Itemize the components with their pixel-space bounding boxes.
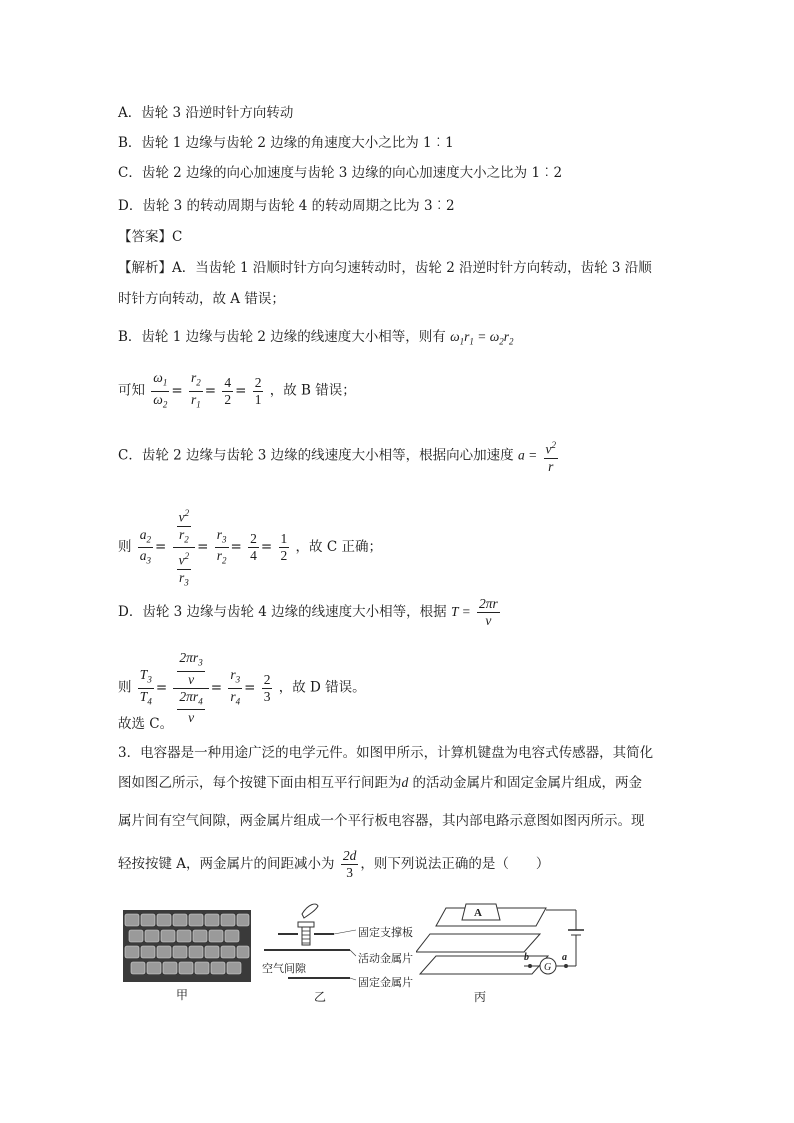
answer-label: 【答案】: [118, 229, 172, 245]
label-support: 固定支撑板: [358, 926, 413, 939]
analysis-a-line1: [118, 258, 652, 278]
analysis-b-line2: [118, 370, 356, 412]
analysis-d-text: D．齿轮 3 边缘与齿轮 4 边缘的线速度大小相等，根据: [118, 604, 447, 620]
formula-c2: $\frac{a_2}{a_3}$ = $\frac{\frac{v^2}{r_2}}{\frac{v^2}{r_3}}$ = $\frac{r_3}{r_2}$ = $\frac{2}{4}$ = $\frac{1}{2}$: [136, 539, 296, 555]
label-fixed: 固定金属片: [358, 976, 413, 989]
finger-icon: [302, 904, 318, 918]
caption-bing: 丙: [474, 990, 487, 1004]
question3-line3: 属片间有空气间隙，两金属片组成一个平行板电容器，其内部电路示意图如图丙所示。现: [118, 813, 645, 829]
analysis-d-prefix: 则: [118, 679, 132, 696]
analysis-a-text: A．当齿轮 1 沿顺时针方向匀速转动时，齿轮 2 沿逆时针方向转动，齿轮 3 沿顺: [172, 260, 652, 276]
question3-line4a: 轻按按键 A，两金属片的间距减小为: [118, 856, 335, 872]
question3-line1: 3．电容器是一种用途广泛的电学元件。如图甲所示，计算机键盘为电容式传感器，其简化: [118, 745, 654, 761]
caption-yi: 乙: [314, 990, 327, 1004]
figures-row: [118, 900, 588, 1010]
caption-jia: 甲: [176, 988, 189, 1002]
analysis-c-line2: [118, 505, 382, 590]
analysis-b-text: B．齿轮 1 边缘与齿轮 2 边缘的线速度大小相等，则有: [118, 329, 446, 345]
analysis-a-line2: 时针方向转动，故 A 错误；: [118, 291, 285, 307]
galvanometer-label: G: [544, 962, 552, 973]
formula-d1-frac: $\frac{2\pi r}{v}$: [479, 596, 498, 628]
label-active: 活动金属片: [358, 952, 413, 965]
analysis-c-text: C．齿轮 2 边缘与齿轮 3 边缘的线速度大小相等，根据向心加速度: [118, 447, 514, 464]
analysis-b-prefix: 可知: [118, 382, 145, 399]
question3-line2b: 的活动金属片和固定金属片组成，两金: [408, 775, 643, 791]
option-a: A．齿轮 3 沿逆时针方向转动: [118, 105, 294, 121]
option-b: B．齿轮 1 边缘与齿轮 2 边缘的角速度大小之比为 1︰1: [118, 135, 454, 151]
label-b: b: [524, 952, 529, 963]
option-c: C．齿轮 2 边缘的向心加速度与齿轮 3 边缘的向心加速度大小之比为 1︰2: [118, 165, 563, 181]
question3-line4b: ，则下列说法正确的是（ ）: [360, 856, 550, 872]
analysis-c-line1: [118, 437, 560, 475]
question3-line2a: 图如图乙所示，每个按键下面由相互平行间距为: [118, 775, 402, 791]
answer-line: [118, 227, 182, 247]
analysis-conclusion: 故选 C。: [118, 716, 174, 732]
formula-2d3: $\frac{2d}{3}$: [342, 848, 357, 880]
question3-line2: [118, 773, 642, 793]
analysis-b-suffix: ，故 B 错误；: [269, 382, 356, 399]
analysis-b-line1: [118, 327, 514, 352]
formula-b2: $\frac{\omega_1}{\omega_2}$ = $\frac{r_2}{r_1}$ = $\frac{4}{2}$ = $\frac{2}{1}$: [153, 370, 262, 410]
formula-c1: a =: [517, 447, 538, 463]
keyboard-photo: [123, 910, 251, 982]
analysis-c-prefix: 则: [118, 539, 132, 556]
analysis-c-suffix: ，故 C 正确；: [295, 539, 382, 556]
answer-value: C: [172, 229, 183, 245]
label-gap: 空气间隙: [262, 962, 306, 975]
analysis-d-suffix: ，故 D 错误。: [278, 679, 366, 696]
question3-line4: [118, 848, 549, 881]
option-d: D．齿轮 3 的转动周期与齿轮 4 的转动周期之比为 3︰2: [118, 198, 455, 214]
circuit-diagram: [416, 900, 588, 990]
formula-c1-frac: $\frac{v^2}{r}$: [544, 437, 559, 475]
label-key: A: [474, 907, 482, 919]
formula-b1: $\omega_1r_1 = \omega_2r_2$: [450, 329, 514, 347]
analysis-d-line1: [118, 596, 502, 629]
label-a: a: [562, 952, 567, 963]
question3-var-d: d: [401, 775, 409, 790]
formula-d2: $\frac{T_3}{T_4}$ = $\frac{\frac{2\pi r_3}{v}}{\frac{2\pi r_4}{v}}$ = $\frac{r_3}{r_4}$ = $\frac{2}{3}$: [139, 650, 271, 726]
formula-d1: T =: [450, 604, 471, 619]
analysis-label: 【解析】: [118, 260, 172, 276]
